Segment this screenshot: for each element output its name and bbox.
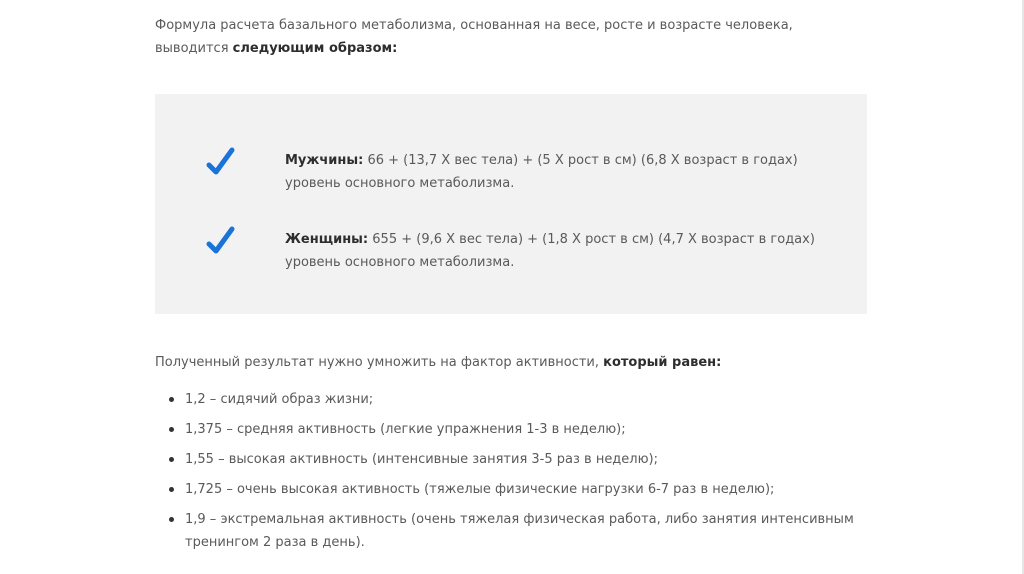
list-item-text: 1,9 – экстремальная активность (очень тяжелая физическая работа, либо занятия интенсивным тренингом 2 раза в день).: [185, 512, 854, 550]
intro-bold-text: следующим образом:: [232, 41, 398, 56]
intro-text: Формула расчета базального метаболизма, основанная на весе, росте и возрасте человека, выводится: [155, 18, 793, 56]
bullet-icon: [169, 427, 174, 432]
formula-men-text: [285, 149, 847, 195]
list-item-text: 1,725 – очень высокая активность (тяжелые физические нагрузки 6-7 раз в неделю);: [185, 482, 775, 497]
article-content: [155, 14, 867, 561]
bullet-icon: [169, 487, 174, 492]
list-item-text: 1,375 – средняя активность (легкие упражнения 1-3 в неделю);: [185, 422, 626, 437]
result-paragraph: [155, 351, 867, 374]
activity-list: [155, 388, 867, 554]
result-text: Полученный результат нужно умножить на фактор активности,: [155, 355, 604, 370]
bullet-icon: [169, 517, 174, 522]
list-item-text: 1,55 – высокая активность (интенсивные занятия 3-5 раз в неделю);: [185, 452, 659, 467]
list-item: [155, 448, 867, 471]
list-item: [155, 478, 867, 501]
list-item: [155, 388, 867, 411]
bullet-icon: [169, 457, 174, 462]
formula-men-label: Мужчины:: [285, 153, 364, 168]
bullet-icon: [169, 397, 174, 402]
intro-paragraph: [155, 14, 867, 60]
formula-women-label: Женщины:: [285, 232, 369, 247]
list-item: [155, 508, 867, 554]
list-item: [155, 418, 867, 441]
list-item-text: 1,2 – сидячий образ жизни;: [185, 392, 374, 407]
formula-women-text: [285, 228, 847, 274]
formula-women-body: 655 + (9,6 Х вес тела) + (1,8 Х рост в см) (4,7 Х возраст в годах) уровень основного метаболизма.: [285, 232, 815, 270]
checkmark-icon: [205, 145, 237, 179]
checkmark-icon: [205, 224, 237, 258]
result-bold-text: который равен:: [603, 355, 722, 370]
formula-box: [155, 94, 867, 314]
formula-men-body: 66 + (13,7 Х вес тела) + (5 Х рост в см) (6,8 Х возраст в годах) уровень основного метаболизма.: [285, 153, 798, 191]
